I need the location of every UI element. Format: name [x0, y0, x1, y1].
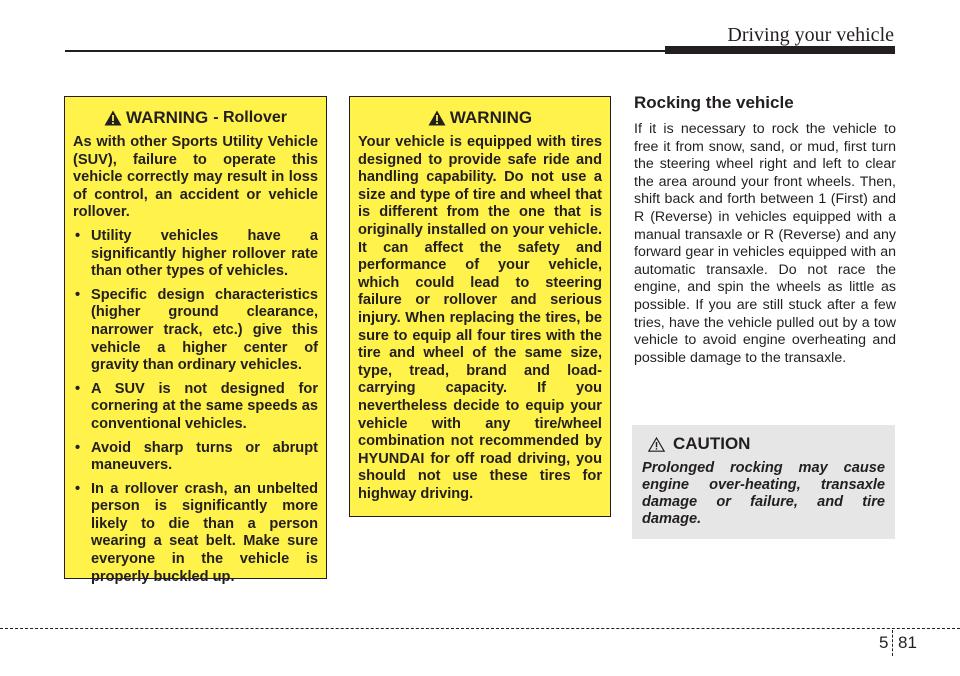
list-item: • In a rollover crash, an unbelted person is significantly more likely to die than a person wearing a seat belt. Make sure everyone in the vehicle is properly buckled up.: [73, 481, 318, 587]
chapter-number: 5: [879, 633, 889, 652]
page-number: 81: [898, 633, 917, 652]
warning-rollover-subtitle: - Rollover: [213, 109, 287, 126]
warning-rollover-box: [64, 96, 327, 585]
warning-rollover-list: [73, 228, 318, 586]
list-item: • A SUV is not designed for cornering at the same speeds as conventional vehicles.: [73, 381, 318, 434]
list-item: • Avoid sharp turns or abrupt maneuvers.: [73, 440, 318, 475]
warning-tires-header: [358, 108, 602, 128]
list-item: • Specific design characteristics (higher ground clearance, narrower track, etc.) give this vehicle a higher center of gravity than ordinary vehicles.: [73, 287, 318, 375]
caution-title: CAUTION: [673, 434, 751, 453]
warning-triangle-icon: [104, 110, 122, 126]
list-item: • Utility vehicles have a significantly higher rollover rate than other types of vehicles.: [73, 228, 318, 281]
header-title: Driving your vehicle: [727, 24, 894, 46]
warning-rollover-header: [73, 108, 318, 128]
caution-box: [632, 425, 895, 539]
warning-triangle-icon: [428, 110, 446, 126]
warning-tires-body: Your vehicle is equipped with tires designed to provide safe ride and handling capability. Do not use a size and type of tire and wheel that is different from the one that is originally installed on your vehicle. It can affect the safety and performance of your vehicle, which could lead to steering failure or rollover and serious injury. When replacing the tires, be sure to equip all four tires with the tire and wheel of the same size, type, tread, brand and load-carrying capacity. If you nevertheless decide to equip your vehicle with any tire/wheel combination not recommended by HYUNDAI for off road driving, you should not use these tires for highway driving.: [358, 134, 602, 502]
footer-rule: [0, 628, 960, 629]
warning-rollover-title: WARNING: [126, 108, 209, 127]
warning-tires-box: [349, 96, 611, 517]
page-number-separator: [892, 630, 894, 656]
warning-tires-title: WARNING: [449, 108, 533, 127]
warning-rollover-body: [73, 134, 318, 586]
caution-body: Prolonged rocking may cause engine over-heating, transaxle damage or failure, and tire damage.: [642, 460, 885, 527]
caution-triangle-icon: [648, 437, 665, 452]
section-body: If it is necessary to rock the vehicle to free it from snow, sand, or mud, first turn the steering wheel right and left to clear the area around your front wheels. Then, shift back and forth between 1 (First) and R (Reverse) in vehicles equipped with a manual transaxle or R (Reverse) and any forward gear in vehicles equipped with an automatic transaxle. Do not race the engine, and spin the wheels as little as possible. If you are still stuck after a few tries, have the vehicle pulled out by a tow vehicle to avoid engine overheating and possible damage to the transaxle.: [634, 121, 896, 366]
caution-header: [648, 434, 885, 454]
header-bar: [665, 46, 895, 54]
warning-rollover-intro: As with other Sports Utility Vehicle (SUV), failure to operate this vehicle correctly may result in loss of control, an accident or vehicle rollover.: [73, 134, 318, 221]
section-heading: Rocking the vehicle: [634, 93, 794, 112]
